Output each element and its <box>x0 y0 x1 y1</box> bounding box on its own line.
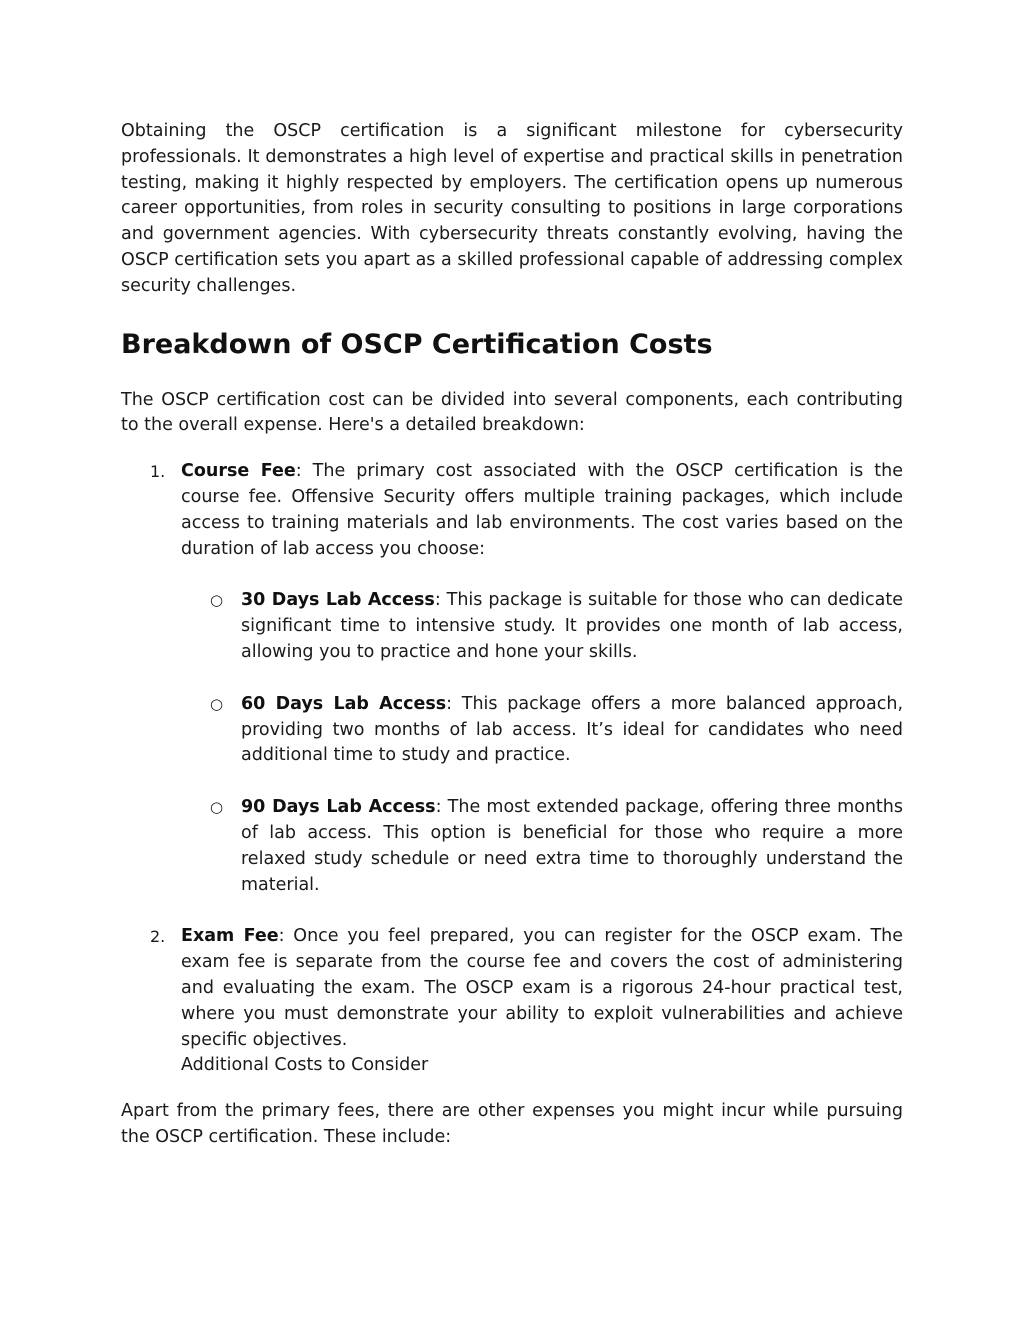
sub-item-title: 90 Days Lab Access <box>241 797 436 818</box>
sub-item-body: : The most extended package, offering three months of lab access. This option is beneficial for those who require a more relaxed study schedule or need extra time to thoroughly understand the material. <box>241 797 903 895</box>
list-item-text <box>181 459 903 562</box>
sub-item-title: 60 Days Lab Access <box>241 693 447 714</box>
hollow-circle-bullet-icon: ○ <box>210 591 224 610</box>
sub-item-text <box>241 795 903 898</box>
hollow-circle-bullet-icon: ○ <box>210 694 224 713</box>
hollow-circle-bullet-icon: ○ <box>210 798 224 817</box>
list-item-title: Course Fee <box>181 461 296 482</box>
intro-paragraph: Obtaining the OSCP certification is a significant milestone for cybersecurity professionals. It demonstrates a high level of expertise and practical skills in penetration testing, making it highly respected by employers. The certification opens up numerous career opportunities, from roles in security consulting to positions in large corporations and government agencies. With cybersecurity threats constantly evolving, having the OSCP certification sets you apart as a skilled professional capable of addressing complex security challenges. <box>121 121 903 296</box>
document-page <box>121 119 903 1151</box>
list-item-exam-fee <box>121 924 903 1079</box>
list-item-30-days <box>181 588 903 665</box>
section-heading: Breakdown of OSCP Certification Costs <box>121 328 713 360</box>
lab-access-list <box>181 588 903 898</box>
sub-item-text <box>241 588 903 665</box>
list-item-body: : The primary cost associated with the OSCP certification is the course fee. Offensive Security offers multiple training packages, which include access to training materials and lab environments. The cost varies based on the duration of lab access you choose: <box>181 461 903 559</box>
sub-item-text <box>241 692 903 769</box>
closing-paragraph: Apart from the primary fees, there are other expenses you might incur while pursuing the OSCP certification. These include: <box>121 1101 903 1147</box>
sub-item-title: 30 Days Lab Access <box>241 590 435 611</box>
list-item-course-fee <box>121 459 903 898</box>
additional-costs-line: Additional Costs to Consider <box>181 1055 429 1076</box>
lead-paragraph: The OSCP certification cost can be divided into several components, each contributing to the overall expense. Here's a detailed breakdown: <box>121 389 903 436</box>
sub-item-body: : This package is suitable for those who can dedicate significant time to intensive study. It provides one month of lab access, allowing you to practice and hone your skills. <box>241 590 903 662</box>
list-item-text <box>181 924 903 1053</box>
list-item-60-days <box>181 692 903 769</box>
list-item-body: : Once you feel prepared, you can register for the OSCP exam. The exam fee is separate from the course fee and covers the cost of administering and evaluating the exam. The OSCP exam is a rigorous 24-hour practical test, where you must demonstrate your ability to exploit vulnerabilities and achieve specific objectives. <box>181 926 903 1050</box>
list-item-title: Exam Fee <box>181 926 279 947</box>
list-item-90-days <box>181 795 903 898</box>
list-number: 2. <box>150 927 166 947</box>
sub-item-body: : This package offers a more balanced approach, providing two months of lab access. It’s ideal for candidates who need additional time to study and practice. <box>241 693 904 766</box>
list-number: 1. <box>150 462 166 482</box>
